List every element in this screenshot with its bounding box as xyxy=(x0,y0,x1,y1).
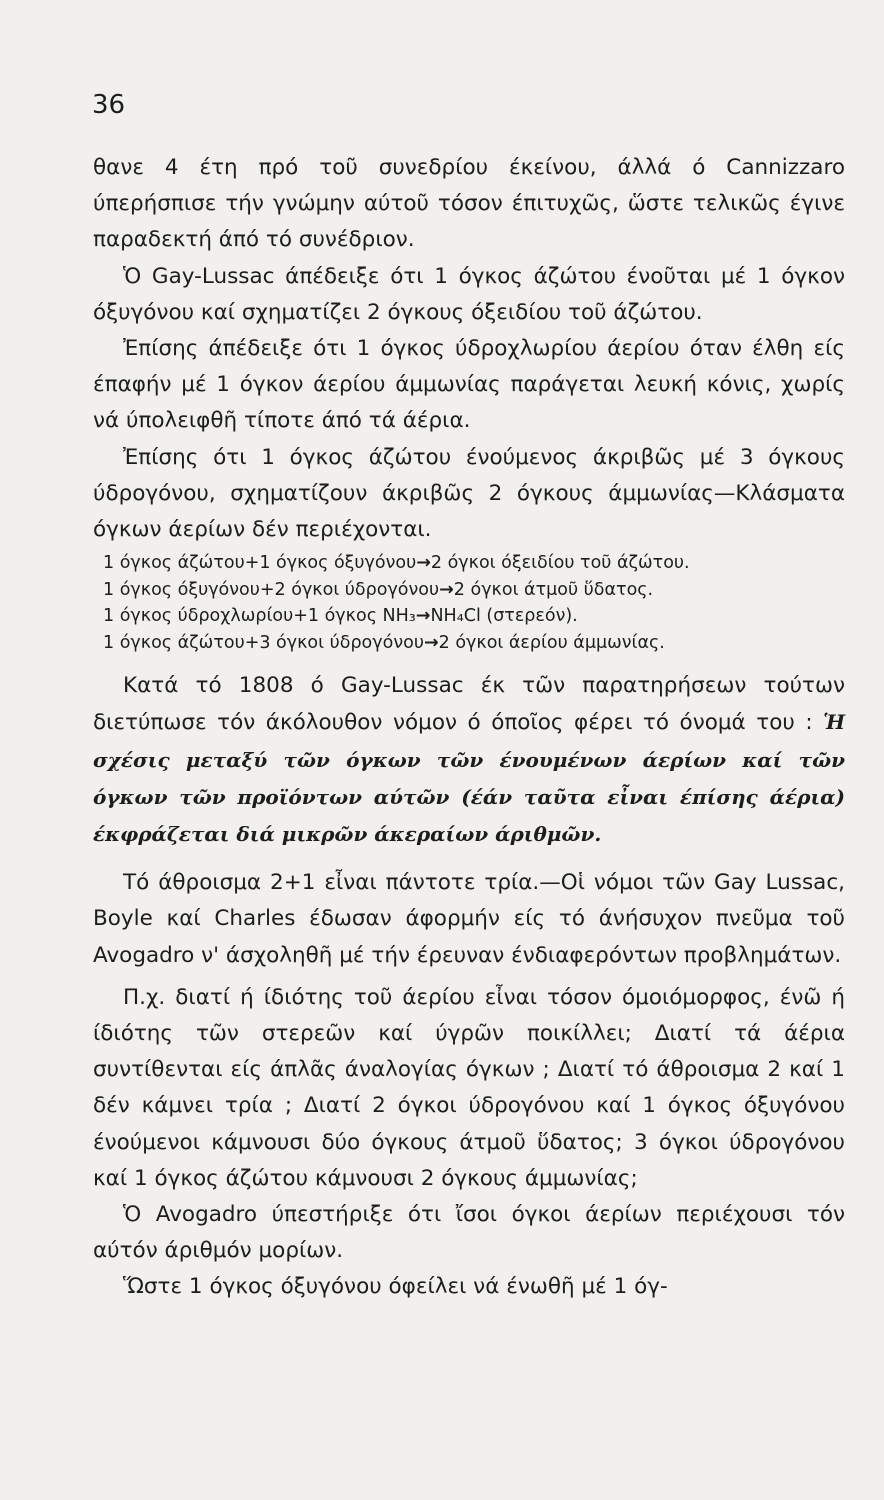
equation-right: NH₄Cl (στερεόν). xyxy=(430,606,578,627)
paragraph-gay-lussac-nitrogen: Ὁ Gay-Lussac άπέδειξε ότι 1 όγκος άζώτου ένοῦται μέ 1 όγκον όξυγόνου καί σχηματίζει 2 όγκους όξειδίου τοῦ άζώτου. xyxy=(93,263,845,325)
paragraph-avogadro-hypothesis: Ὁ Avogadro ύπεστήριξε ότι ἴσοι όγκοι άερίων περιέχουσι τόν αύτόν άριθμόν μορίων. xyxy=(93,1202,845,1264)
arrow-icon: → xyxy=(416,553,431,574)
page-number: 36 xyxy=(92,90,126,120)
paragraph-gay-lussac-law xyxy=(93,668,845,853)
equation-left: 1 όγκος ύδροχλωρίου+1 όγκος NH₃ xyxy=(103,606,416,627)
equation-left: 1 όγκος άζώτου+3 όγκοι ύδρογόνου xyxy=(103,632,424,653)
paragraph-ammonia: Ἐπίσης ότι 1 όγκος άζώτου ένούμενος άκριβῶς μέ 3 όγκους ύδρογόνου, σχηματίζουν άκριβῶς 2 όγκους άμμωνίας—Κλάσματα όγκων άερίων δέν περιέχονται. xyxy=(93,444,845,543)
section-text: —Οἱ νόμοι τῶν Gay Lussac, Boyle καί Charles έδωσαν άφορμήν είς τό άνήσυχον πνεῦμα τοῦ Avogadro ν' άσχοληθῆ μέ τήν έρευναν ένδιαφερόντων προβλημάτων. xyxy=(93,870,845,968)
paragraph-questions: Π.χ. διατί ή ίδιότης τοῦ άερίου εἶναι τόσον όμοιόμορφος, ένῶ ή ίδιότης τῶν στερεῶν καί ύγρῶν ποικίλλει; Διατί τά άέρια συντίθενται είς άπλᾶς άναλογίας όγκων ; Διατί τό άθροισμα 2 καί 1 δέν κάμνει τρία ; Διατί 2 όγκοι ύδρογόνου καί 1 όγκος όξυγόνου ένούμενοι κάμνουσι δύο όγκους άτμοῦ ὕδατος; 3 όγκοι ύδρογόνου καί 1 όγκος άζώτου κάμνουσι 2 όγκους άμμωνίας; xyxy=(93,984,845,1191)
equation-row xyxy=(93,630,845,657)
arrow-icon: → xyxy=(439,579,454,600)
paragraph-oxygen: Ὥστε 1 όγκος όξυγόνου όφείλει νά ένωθῆ μέ 1 όγ- xyxy=(123,1274,668,1300)
arrow-icon: → xyxy=(423,632,439,653)
arrow-icon: → xyxy=(415,606,431,627)
equation-left: 1 όγκος άζώτου+1 όγκος όξυγόνου xyxy=(103,553,417,574)
equation-row xyxy=(93,577,845,604)
equation-row xyxy=(93,550,845,577)
equation-right: 2 όγκοι άερίου άμμωνίας. xyxy=(438,632,665,653)
section-heading: Τό άθροισμα 2+1 εἶναι πάντοτε τρία. xyxy=(123,870,540,896)
paragraph-avogadro-intro xyxy=(93,865,845,974)
paragraph-cannizzaro: θανε 4 έτη πρό τοῦ συνεδρίου έκείνου, άλλά ό Cannizzaro ύπερήσπισε τήν γνώμην αύτοῦ τόσον έπιτυχῶς, ὥστε τελικῶς έγινε παραδεκτή άπό τό συνέδριον. xyxy=(93,155,845,253)
law-intro: Κατά τό 1808 ό Gay-Lussac έκ τῶν παρατηρήσεων τούτων διετύπωσε τόν άκόλουθον νόμον ό όποῖος φέρει τό όνομά του : xyxy=(93,673,845,736)
paragraph-hydrogen-chloride: Ἐπίσης άπέδειξε ότι 1 όγκος ύδροχλωρίου άερίου όταν έλθη είς έπαφήν μέ 1 όγκον άερίου άμμωνίας παράγεται λευκή κόνις, χωρίς νά ύπολειφθῆ τίποτε άπό τά άέρια. xyxy=(93,336,845,434)
equation-row xyxy=(93,603,845,630)
equation-left: 1 όγκος όξυγόνου+2 όγκοι ύδρογόνου xyxy=(103,579,440,600)
equation-right: 2 όγκοι άτμοῦ ὕδατος. xyxy=(453,579,654,600)
equation-right: 2 όγκοι όξειδίου τοῦ άζώτου. xyxy=(430,553,690,574)
equation-list xyxy=(93,550,845,656)
page-body xyxy=(93,150,845,1306)
law-statement: Ἡ σχέσις μεταξύ τῶν όγκων τῶν ένουμένων άερίων καί τῶν όγκων τῶν προϊόντων αύτῶν (έάν ταῦτα εἶναι έπίσης άέρια) έκφράζεται διά μικρῶν άκεραίων άριθμῶν. xyxy=(93,710,845,847)
